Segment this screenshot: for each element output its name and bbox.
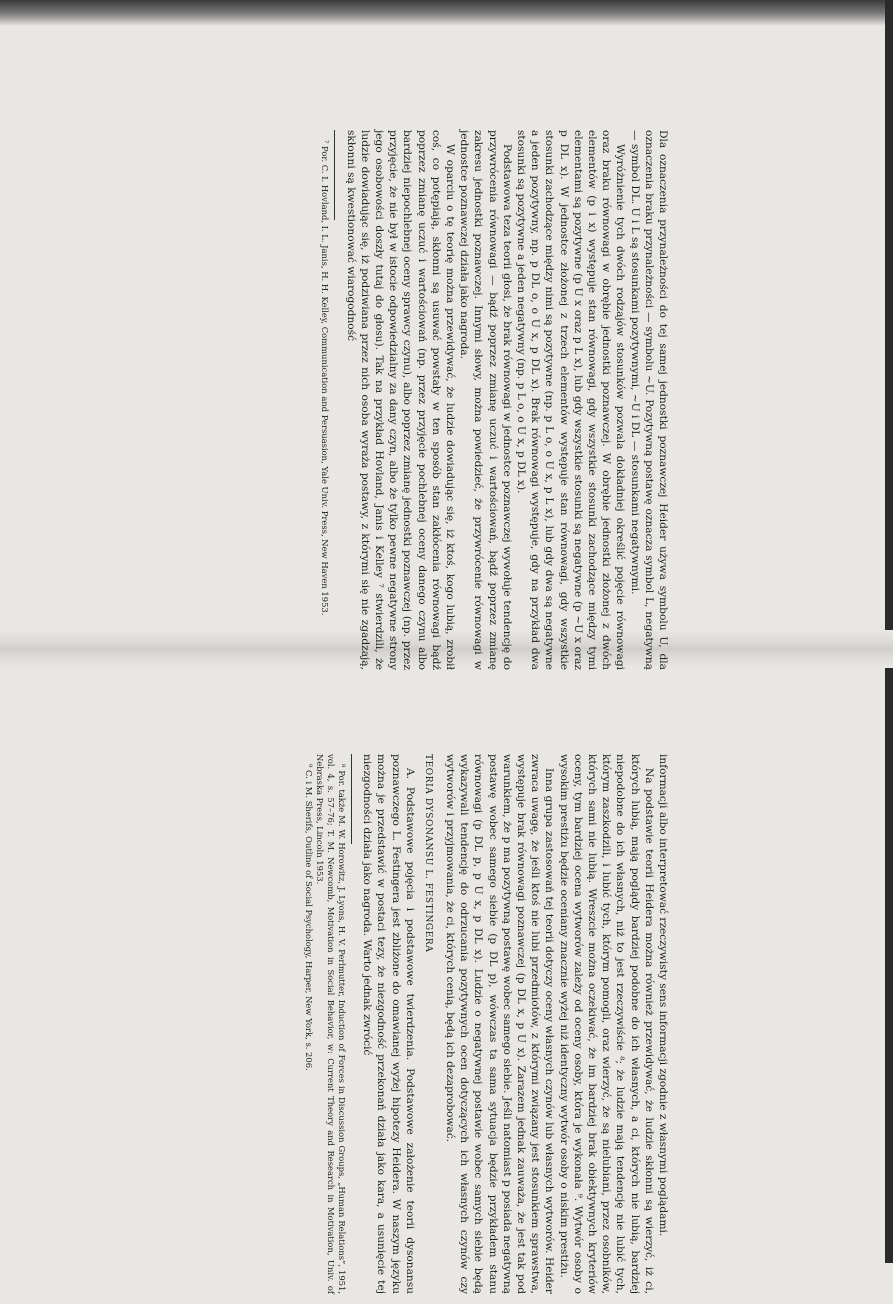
paragraph: Wyróżnienie tych dwóch rodzajów stosunków pozwala dokładniej określić pojęcie równowagi oraz braku równowagi w obrębie jednostki poznawczej. W obrębie jednostki złożonej z dwóch elementów (p i x) występuje stan równowagi, gdy wszystkie stosunki zachodzące między tymi elementami są pozytywne (p U x oraz p L x), lub gdy wszystkie stosunki są negatywne (p ~U x oraz p DL x). W jednostce złożonej z trzech elementów występuje stan równowagi, gdy wszystkie stosunki zachodzące między nimi są pozytywne (np. p L o, o U x, p L x), lub gdy dwa są negatywne a jeden pozytywny, np. p DL o, o U x, p DL x). Brak równowagi występuje, gdy na przykład dwa stosunki są pozytywne a jeden negatywny (np. p L o, o U x, p DL x). (514, 130, 627, 670)
footnote: ⁷ Por. C. I. Hovland, I. L. Janis, H. H. Kelley, Communication and Persuasion, Yale Univ. Press, New Haven 1953. (320, 140, 331, 616)
paragraph: informacji albo interpretować rzeczywisty sens informacji zgodnie z własnymi poglądami. (657, 754, 669, 1237)
footnote-rule (351, 754, 352, 844)
footnote: ⁸ Por. także M. W. Horowitz, J. Lyons, H. V. Perlmutter, Induction of Forces in Discussion Groups, „Human Relations”, 1951, vol. 4, s. 57–76; T. M. Newcomb, Motivation in Social Behavior, w: Current Theory and Research in Motivation, Univ. of Nebraska Press, Lincoln 1953. (314, 754, 347, 1294)
page-92-body (343, 130, 670, 670)
section-body (360, 754, 417, 1294)
page-93-footnotes (303, 754, 347, 1294)
paragraph: A. Podstawowe pojęcia i podstawowe twierdzenia. Podstawowe założenie teorii dysonansu poznawczego L. Festingera jest zbliżone do omawianej wyżej hipotezy Heidera. W naszym języku można je przedstawić w postaci tezy, że niezgodność przekonań działa jako kara, a usunięcie tej niezgodności działa jako nagroda. Warto jednak zwrócić (361, 754, 416, 1294)
scan-edge-shadow (0, 0, 893, 26)
section-heading: TEORIA DYSONANSU L. FESTINGERA (422, 754, 433, 953)
paragraph: Na podstawie teorii Heidera można również przewidywać, że ludzie skłonni są wierzyć, iż ci, których lubią, mają poglądy bardziej podobne do ich własnych, a ci, których nie lubią, bardziej niepodobne do ich własnych, niż to jest rzeczywiście ⁸; że ludzie mają tendencję nie lubić tych, którym zaszkodzili, i lubić tych, którym pomogli, oraz wierzyć, że są nielubiani, przez osobników, których sami nie lubią. Wreszcie można oczekiwać, że im bardziej brak obiektywnych kryteriów oceny, tym bardziej ocena wytworów zależy od oceny osoby, która je wykonała ⁹. Wytwór osoby o wysokim prestiżu będzie oceniany znacznie wyżej niż identyczny wytwór osoby o niskim prestiżu. (557, 754, 655, 1294)
footnote: ⁹ C. i M. Sherifs, Outline of Social Psychology, Harper, New York, s. 206. (303, 764, 314, 1071)
page-93-body (443, 754, 670, 1294)
paragraph: Dla oznaczenia przynależności do tej samej jednostki poznawczej Heider używa symbolu U, dla oznaczenia braku przynależności — symbolu ~U. Pozytywną postawę oznacza symbol L, negatywną — symbol DL. U i L są stosunkami pozytywnymi, ~U i DL — stosunkami negatywnymi. (628, 130, 669, 670)
page-92 (0, 120, 676, 680)
paragraph: W oparciu o tę teorię można przewidywać, że ludzie dowiadując się, iż ktoś, kogo lubią, zrobił coś, co potępiają, skłonni są usuwać powstały w ten sposób stan zakłócenia równowagi bądź poprzez zmianę uczuć i wartościowań (np. przez przyjęcie pochlebnej oceny danego czynu albo bardziej niepochlebnej oceny sprawcy czynu), albo poprzez zmianę jednostki poznawczej (np. przez przyjęcie, że nie był w istocie odpowiedzialny za dany czyn, albo że tylko pewne negatywne strony jego osobowości doszły tutaj do głosu). Tak na przykład Hovland, Janis i Kelley ⁷ stwierdzili, że ludzie dowiadując się, iż podziwiana przez nich osoba wyraża postawy, z którymi się nie zgadzają, skłonni są kwestionować wiarogodność (344, 130, 456, 670)
page-93 (0, 744, 676, 1304)
paragraph: Podstawowa teza teorii głosi, że brak równowagi w jednostce poznawczej wywołuje tendencję do przywrócenia równowagi — bądź poprzez zmianę uczuć i wartościowań, bądź poprzez zmianę zakresu jednostki poznawczej. Innymi słowy, można powiedzieć, że przywrócenie równowagi w jednostce poznawczej działa jako nagroda. (458, 130, 513, 670)
footnote-rule (334, 130, 335, 220)
page-92-footnotes (319, 130, 330, 670)
paragraph: Inna grupa zastosowań tej teorii dotyczy oceny własnych czynów lub własnych wytworów. Heider zwraca uwagę, że jeśli ktoś nie lubi przedmiotów, z którymi związany jest stosunkiem sprawstwa, występuje brak równowagi poznawczej (p DL x, p U x). Zarazem jednak zauważa, że jest tak pod warunkiem, że p ma pozytywną postawę wobec samego siebie. Jeśli natomiast p posiada negatywną postawę wobec samego siebie (p DL p), wówczas ta sama sytuacja będzie przykładem stanu równowagi (p DL p, p U x, p DL x). Ludzie o negatywnej postawie wobec samych siebie będą wykazywali tendencję do odrzucania pozytywnych ocen dotyczących ich własnych czynów czy wytworów i przyjmowania, że ci, których cenią, będą ich dezaprobować. (443, 754, 556, 1294)
